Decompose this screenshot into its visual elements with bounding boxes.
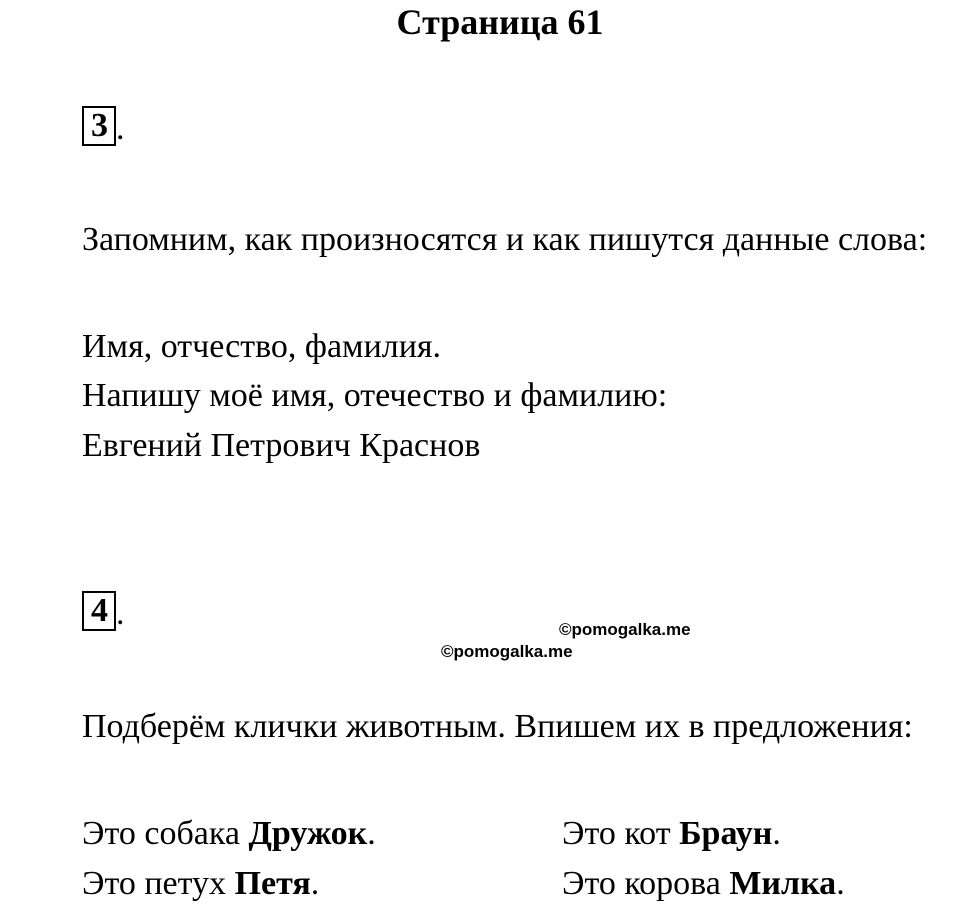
watermark: ©pomogalka.me [441, 642, 573, 661]
sentence-prefix: Это корова [562, 865, 730, 902]
sentence-suffix: . [310, 865, 320, 902]
watermark: ©pomogalka.me [559, 620, 691, 639]
sentence-prefix: Это кот [562, 815, 680, 852]
task-number-4 [82, 591, 125, 631]
task-number-dot: . [116, 110, 125, 147]
sentence-dog [82, 807, 376, 861]
task-number-dot: . [116, 595, 125, 632]
pet-name: Петя [234, 865, 311, 902]
task-number-box: 3 [82, 106, 116, 146]
task3-intro: Запомним, как произносятся и как пишутся данные слова: [82, 221, 928, 258]
page-title: Страница 61 [396, 2, 604, 42]
task3-answer: Евгений Петрович Краснов [82, 427, 481, 464]
pet-name: Милка [729, 865, 837, 902]
sentence-suffix: . [367, 815, 376, 852]
sentence-cat [562, 807, 781, 861]
pet-name: Дружок [248, 815, 368, 852]
sentence-prefix: Это собака [82, 815, 249, 852]
sentence-suffix: . [836, 865, 845, 902]
sentence-cow [562, 857, 845, 911]
task3-instruction: Напишу моё имя, отечество и фамилию: [82, 377, 668, 414]
sentence-suffix: . [772, 815, 781, 852]
task-number-3 [82, 106, 125, 146]
task4-intro: Подберём клички животным. Впишем их в предложения: [82, 708, 913, 745]
sentence-rooster [82, 857, 319, 911]
task3-words: Имя, отчество, фамилия. [82, 328, 442, 365]
pet-name: Браун [679, 815, 773, 852]
sentence-prefix: Это петух [82, 865, 235, 902]
task-number-box: 4 [82, 591, 116, 631]
